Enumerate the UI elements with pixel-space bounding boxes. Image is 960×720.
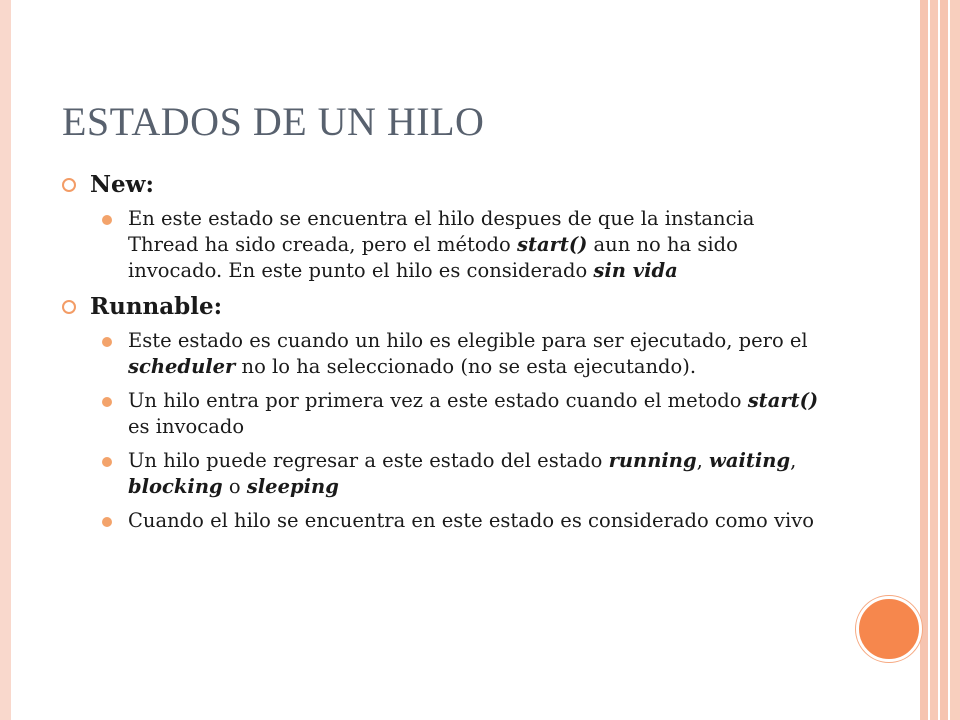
bullet-heading: New:: [90, 171, 154, 198]
accent-circle-decoration: [856, 596, 922, 662]
sub-bullet-text: ,: [696, 449, 710, 472]
emphasis-text: running: [608, 449, 697, 472]
sub-bullet: [128, 206, 828, 284]
sub-bullet-text: o: [222, 475, 247, 498]
emphasis-text: sin vida: [593, 259, 678, 282]
sub-bullet-text: Cuando el hilo se encuentra en este estado es considerado como vivo: [128, 509, 814, 532]
sub-bullet: [128, 388, 828, 440]
sub-bullet-text: es invocado: [128, 415, 245, 438]
right-stripes-decoration: [918, 0, 960, 720]
bullet-ring-icon: [62, 300, 76, 314]
sub-bullet-text: Este estado es cuando un hilo es elegible para ser ejecutado, pero el: [128, 329, 808, 352]
emphasis-text: waiting: [709, 449, 791, 472]
bullet-ring-icon: [62, 178, 76, 192]
bullet-dot-icon: [102, 517, 112, 527]
left-border-decoration: [0, 0, 11, 720]
slide-content: [62, 170, 862, 542]
bullet-dot-icon: [102, 397, 112, 407]
sub-bullet-text: En este estado se encuentra el hilo despues de que la instancia Thread ha sido creada, pero el método: [128, 207, 755, 256]
emphasis-text: sleeping: [246, 475, 339, 498]
sub-bullet-text: aun no ha sido invocado. En este punto el hilo es considerado: [128, 233, 738, 282]
bullet-dot-icon: [102, 457, 112, 467]
emphasis-text: blocking: [128, 475, 223, 498]
sub-bullet: [128, 328, 828, 380]
emphasis-text: start(): [747, 389, 819, 412]
bullet-dot-icon: [102, 337, 112, 347]
sub-bullet-text: Un hilo puede regresar a este estado del estado: [128, 449, 609, 472]
sub-bullet-text: ,: [790, 449, 797, 472]
bullet-new: [62, 170, 862, 200]
sub-bullet: [128, 448, 828, 500]
bullet-runnable: [62, 292, 862, 322]
sub-bullet-text: no lo ha seleccionado (no se esta ejecutando).: [235, 355, 697, 378]
emphasis-text: scheduler: [128, 355, 236, 378]
emphasis-text: start(): [516, 233, 588, 256]
sub-bullet: [128, 508, 828, 534]
bullet-heading: Runnable:: [90, 293, 223, 320]
bullet-dot-icon: [102, 215, 112, 225]
sub-bullet-text: Un hilo entra por primera vez a este estado cuando el metodo: [128, 389, 748, 412]
slide-title: ESTADOS DE UN HILO: [62, 99, 485, 144]
